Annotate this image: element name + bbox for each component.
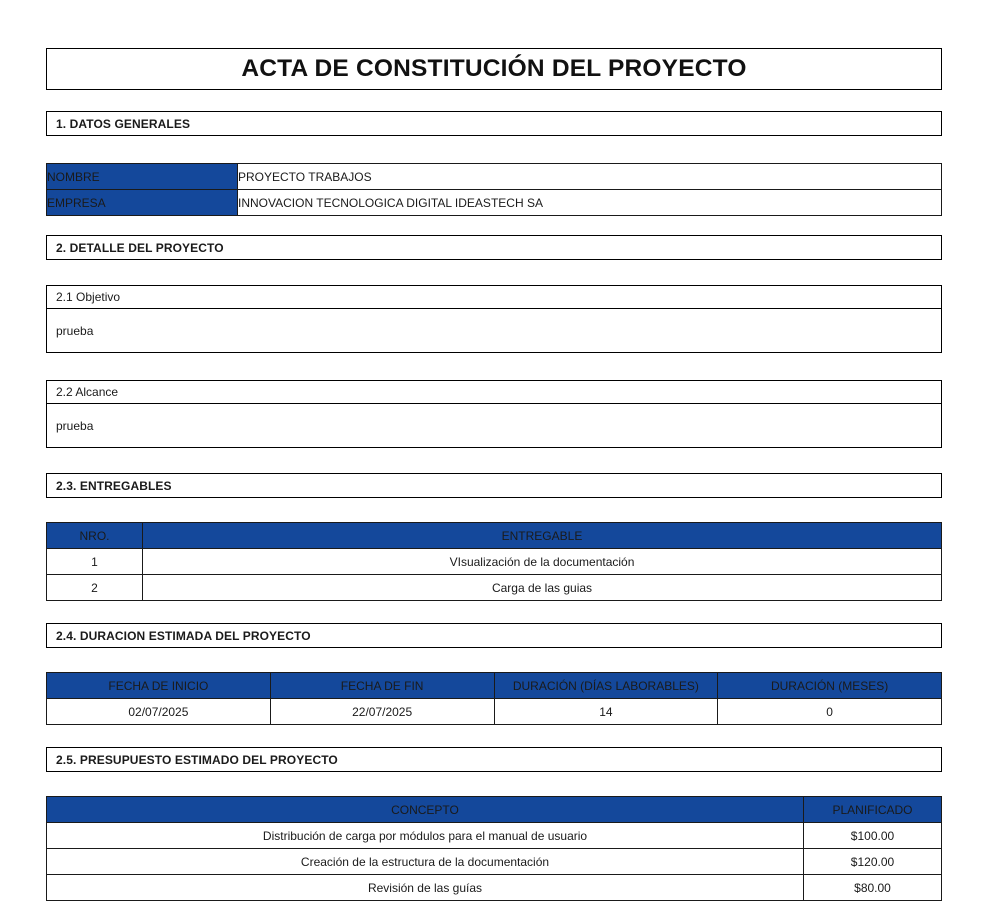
section-heading-label: 1. DATOS GENERALES [56,116,191,131]
page-title: ACTA DE CONSTITUCIÓN DEL PROYECTO [241,55,747,82]
cell-concepto: Creación de la estructura de la documentación [47,849,804,875]
column-header-planificado: PLANIFICADO [804,797,942,823]
section-heading-label: 2.5. PRESUPUESTO ESTIMADO DEL PROYECTO [56,752,338,767]
column-header-concepto: CONCEPTO [47,797,804,823]
cell-dias-laborables: 14 [494,699,718,725]
column-header-dias-laborables: DURACIÓN (DÍAS LABORABLES) [494,673,718,699]
row-label-empresa: EMPRESA [47,190,238,216]
row-value-nombre: PROYECTO TRABAJOS [238,164,942,190]
subsection-body-alcance [46,404,942,448]
cell-meses: 0 [718,699,942,725]
section-heading-entregables [46,473,942,498]
table-row [47,849,942,875]
cell-planificado: $100.00 [804,823,942,849]
column-header-fecha-inicio: FECHA DE INICIO [47,673,271,699]
duracion-table [46,672,942,725]
cell-planificado: $80.00 [804,875,942,901]
entregables-table [46,522,942,601]
objetivo-value: prueba [56,323,94,338]
column-header-meses: DURACIÓN (MESES) [718,673,942,699]
table-header-row [47,523,942,549]
cell-concepto: Distribución de carga por módulos para el manual de usuario [47,823,804,849]
table-row [47,875,942,901]
table-row [47,190,942,216]
cell-nro: 2 [47,575,143,601]
subsection-label-text: 2.2 Alcance [56,385,119,399]
section-heading-presupuesto [46,747,942,772]
subsection-label-objetivo [46,285,942,309]
subsection-label-text: 2.1 Objetivo [56,290,121,304]
table-header-row [47,673,942,699]
column-header-nro: NRO. [47,523,143,549]
section-heading-datos-generales [46,111,942,136]
table-row [47,164,942,190]
subsection-label-alcance [46,380,942,404]
document-title-box [46,48,942,90]
subsection-body-objetivo [46,309,942,353]
general-info-table [46,163,942,216]
table-row [47,823,942,849]
table-row [47,549,942,575]
section-heading-label: 2.4. DURACION ESTIMADA DEL PROYECTO [56,628,311,643]
cell-fecha-fin: 22/07/2025 [270,699,494,725]
cell-entregable: VIsualización de la documentación [143,549,942,575]
cell-fecha-inicio: 02/07/2025 [47,699,271,725]
alcance-value: prueba [56,418,94,433]
cell-nro: 1 [47,549,143,575]
section-heading-label: 2. DETALLE DEL PROYECTO [56,240,224,255]
section-heading-detalle-proyecto [46,235,942,260]
section-heading-label: 2.3. ENTREGABLES [56,478,172,493]
table-header-row [47,797,942,823]
table-row [47,575,942,601]
presupuesto-table [46,796,942,901]
cell-planificado: $120.00 [804,849,942,875]
row-label-nombre: NOMBRE [47,164,238,190]
row-value-empresa: INNOVACION TECNOLOGICA DIGITAL IDEASTECH SA [238,190,942,216]
cell-concepto: Revisión de las guías [47,875,804,901]
section-heading-duracion [46,623,942,648]
column-header-fecha-fin: FECHA DE FIN [270,673,494,699]
column-header-entregable: ENTREGABLE [143,523,942,549]
cell-entregable: Carga de las guias [143,575,942,601]
table-row [47,699,942,725]
